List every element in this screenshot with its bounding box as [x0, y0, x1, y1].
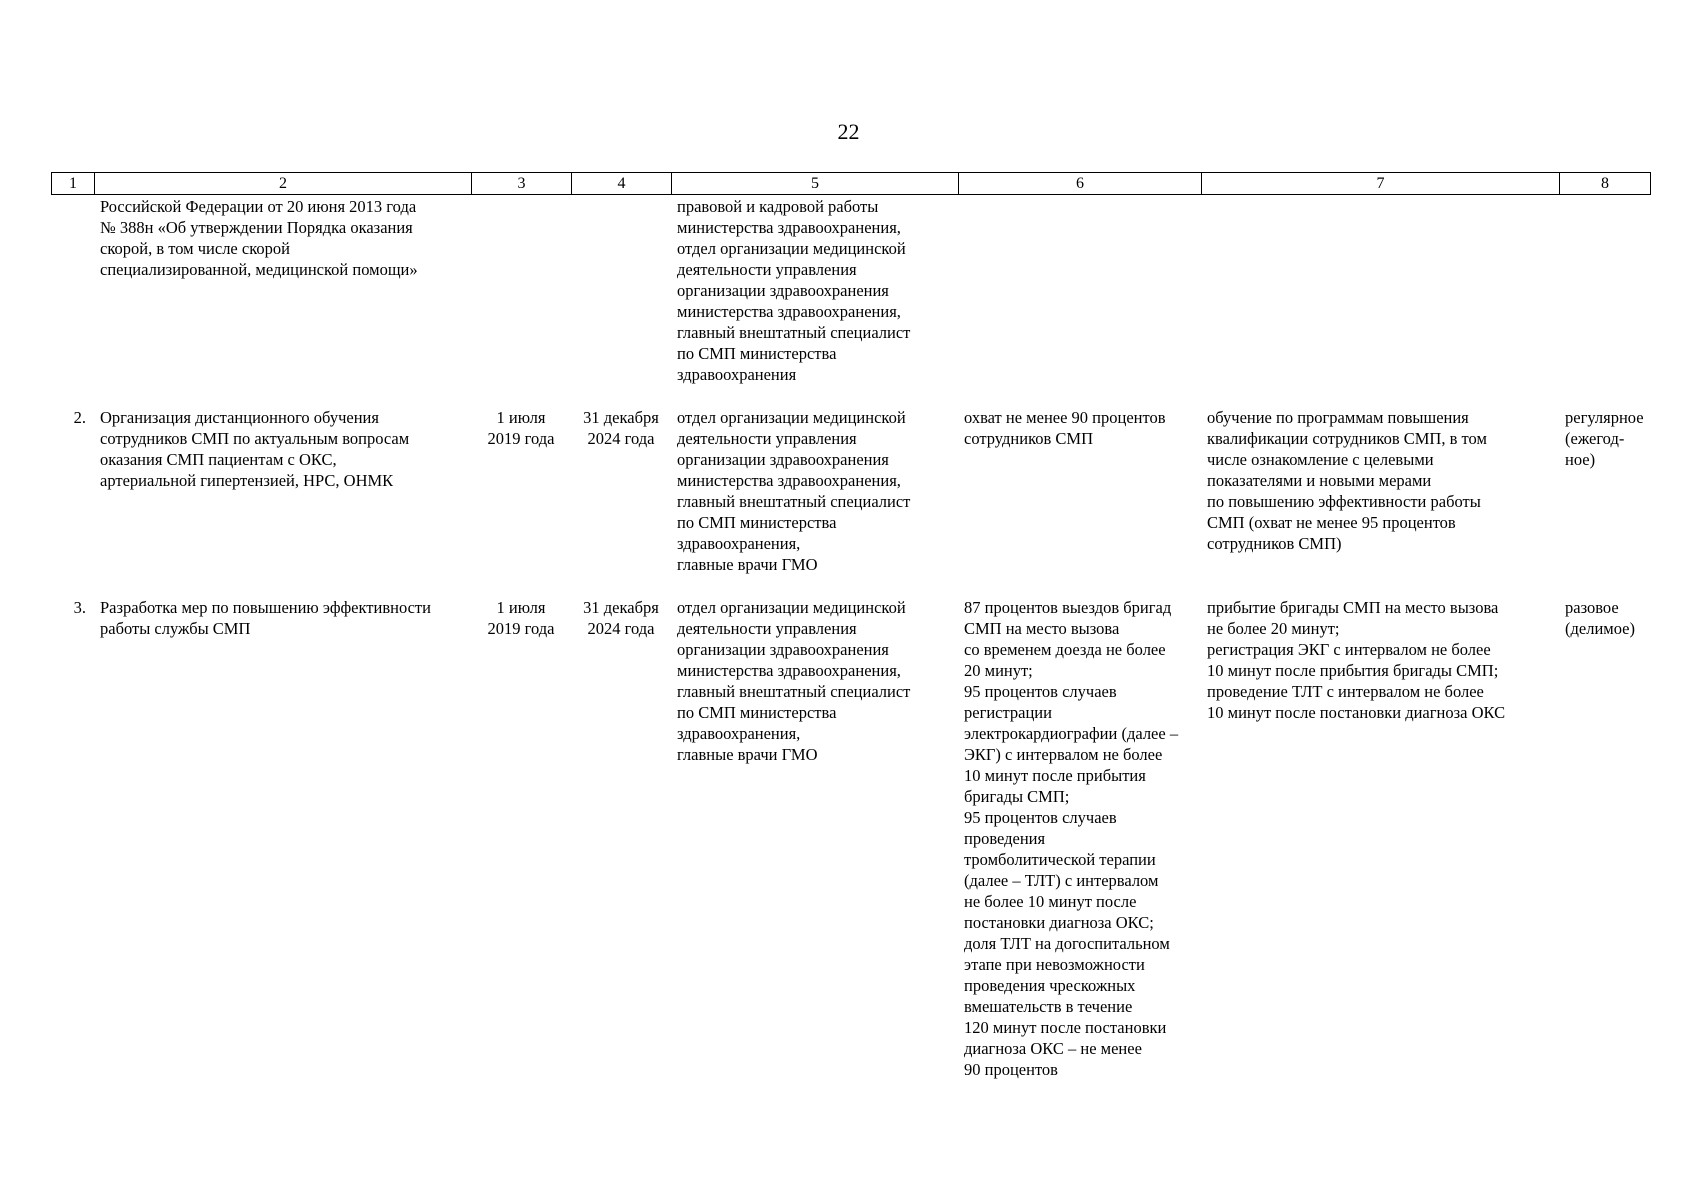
- type-cell: разовое (делимое): [1565, 598, 1635, 638]
- result-cell: [1201, 196, 1559, 385]
- row-number: 3.: [73, 598, 86, 617]
- table-row: [51, 196, 1650, 385]
- start-date-cell: 1 июля 2019 года: [487, 598, 555, 638]
- column-header: 8: [1560, 173, 1651, 195]
- type-cell: [1559, 196, 1650, 385]
- type-cell: регулярное (ежегод- ное): [1565, 408, 1644, 469]
- responsible-cell: отдел организации медицинской деятельности управления организации здравоохранения министерства здравоохранения, главный внештатный специалист по СМП министерства здравоохранения, главные врачи ГМО: [677, 408, 911, 574]
- end-date-cell: 31 декабря 2024 года: [583, 598, 659, 638]
- column-header: 5: [672, 173, 959, 195]
- table-row: [51, 597, 1650, 1080]
- column-header: 6: [959, 173, 1202, 195]
- responsible-cell: правовой и кадровой работы министерства здравоохранения, отдел организации медицинской деятельности управления организации здравоохранения министерства здравоохранения, главный внештатный специалист по СМП министерства здравоохранения: [677, 197, 911, 384]
- column-header: 7: [1202, 173, 1560, 195]
- responsible-cell: отдел организации медицинской деятельности управления организации здравоохранения министерства здравоохранения, главный внештатный специалист по СМП министерства здравоохранения, главные врачи ГМО: [677, 598, 911, 764]
- row-number: [51, 196, 94, 385]
- row-spacer: [51, 385, 1650, 407]
- start-date-cell: [471, 196, 571, 385]
- activity-cell: Разработка мер по повышению эффективности работы службы СМП: [100, 598, 431, 638]
- column-header: 2: [95, 173, 472, 195]
- activity-cell: Организация дистанционного обучения сотрудников СМП по актуальным вопросам оказания СМП пациентам с ОКС, артериальной гипертензией, НРС, ОНМК: [100, 408, 410, 490]
- result-cell: обучение по программам повышения квалификации сотрудников СМП, в том числе ознакомление с целевыми показателями и новыми мерами по повышению эффективности работы СМП (охват не менее 95 процентов сотрудников СМП): [1207, 408, 1487, 553]
- column-header: 1: [52, 173, 95, 195]
- plan-table-body: [51, 196, 1650, 1080]
- end-date-cell: [571, 196, 671, 385]
- indicator-cell: 87 процентов выездов бригад СМП на место вызова со временем доезда не более 20 минут; 95 процентов случаев регистрации электрокардиографии (далее – ЭКГ) с интервалом не более 10 минут после прибытия бригады СМП; 95 процентов случаев проведения тромболитической терапии (далее – ТЛТ) с интервалом не более 10 минут после постановки диагноза ОКС; доля ТЛТ на догоспитальном этапе при невозможности проведения чрескожных вмешательств в течение 120 минут после постановки диагноза ОКС – не менее 90 процентов: [964, 598, 1179, 1079]
- indicator-cell: охват не менее 90 процентов сотрудников СМП: [964, 408, 1166, 448]
- activity-cell: Российской Федерации от 20 июня 2013 года № 388н «Об утверждении Порядка оказания скорой, в том числе скорой специализированной, медицинской помощи»: [100, 197, 418, 279]
- row-spacer: [51, 575, 1650, 597]
- column-header: 3: [472, 173, 572, 195]
- indicator-cell: [958, 196, 1201, 385]
- row-number: 2.: [73, 408, 86, 427]
- page-number: 22: [837, 119, 860, 144]
- column-header-row: [52, 173, 1651, 195]
- result-cell: прибытие бригады СМП на место вызова не более 20 минут; регистрация ЭКГ с интервалом не более 10 минут после прибытия бригады СМП; проведение ТЛТ с интервалом не более 10 минут после постановки диагноза ОКС: [1207, 598, 1506, 722]
- start-date-cell: 1 июля 2019 года: [487, 408, 555, 448]
- column-header-table: [51, 172, 1651, 195]
- table-row: [51, 407, 1650, 575]
- column-header: 4: [572, 173, 672, 195]
- end-date-cell: 31 декабря 2024 года: [583, 408, 659, 448]
